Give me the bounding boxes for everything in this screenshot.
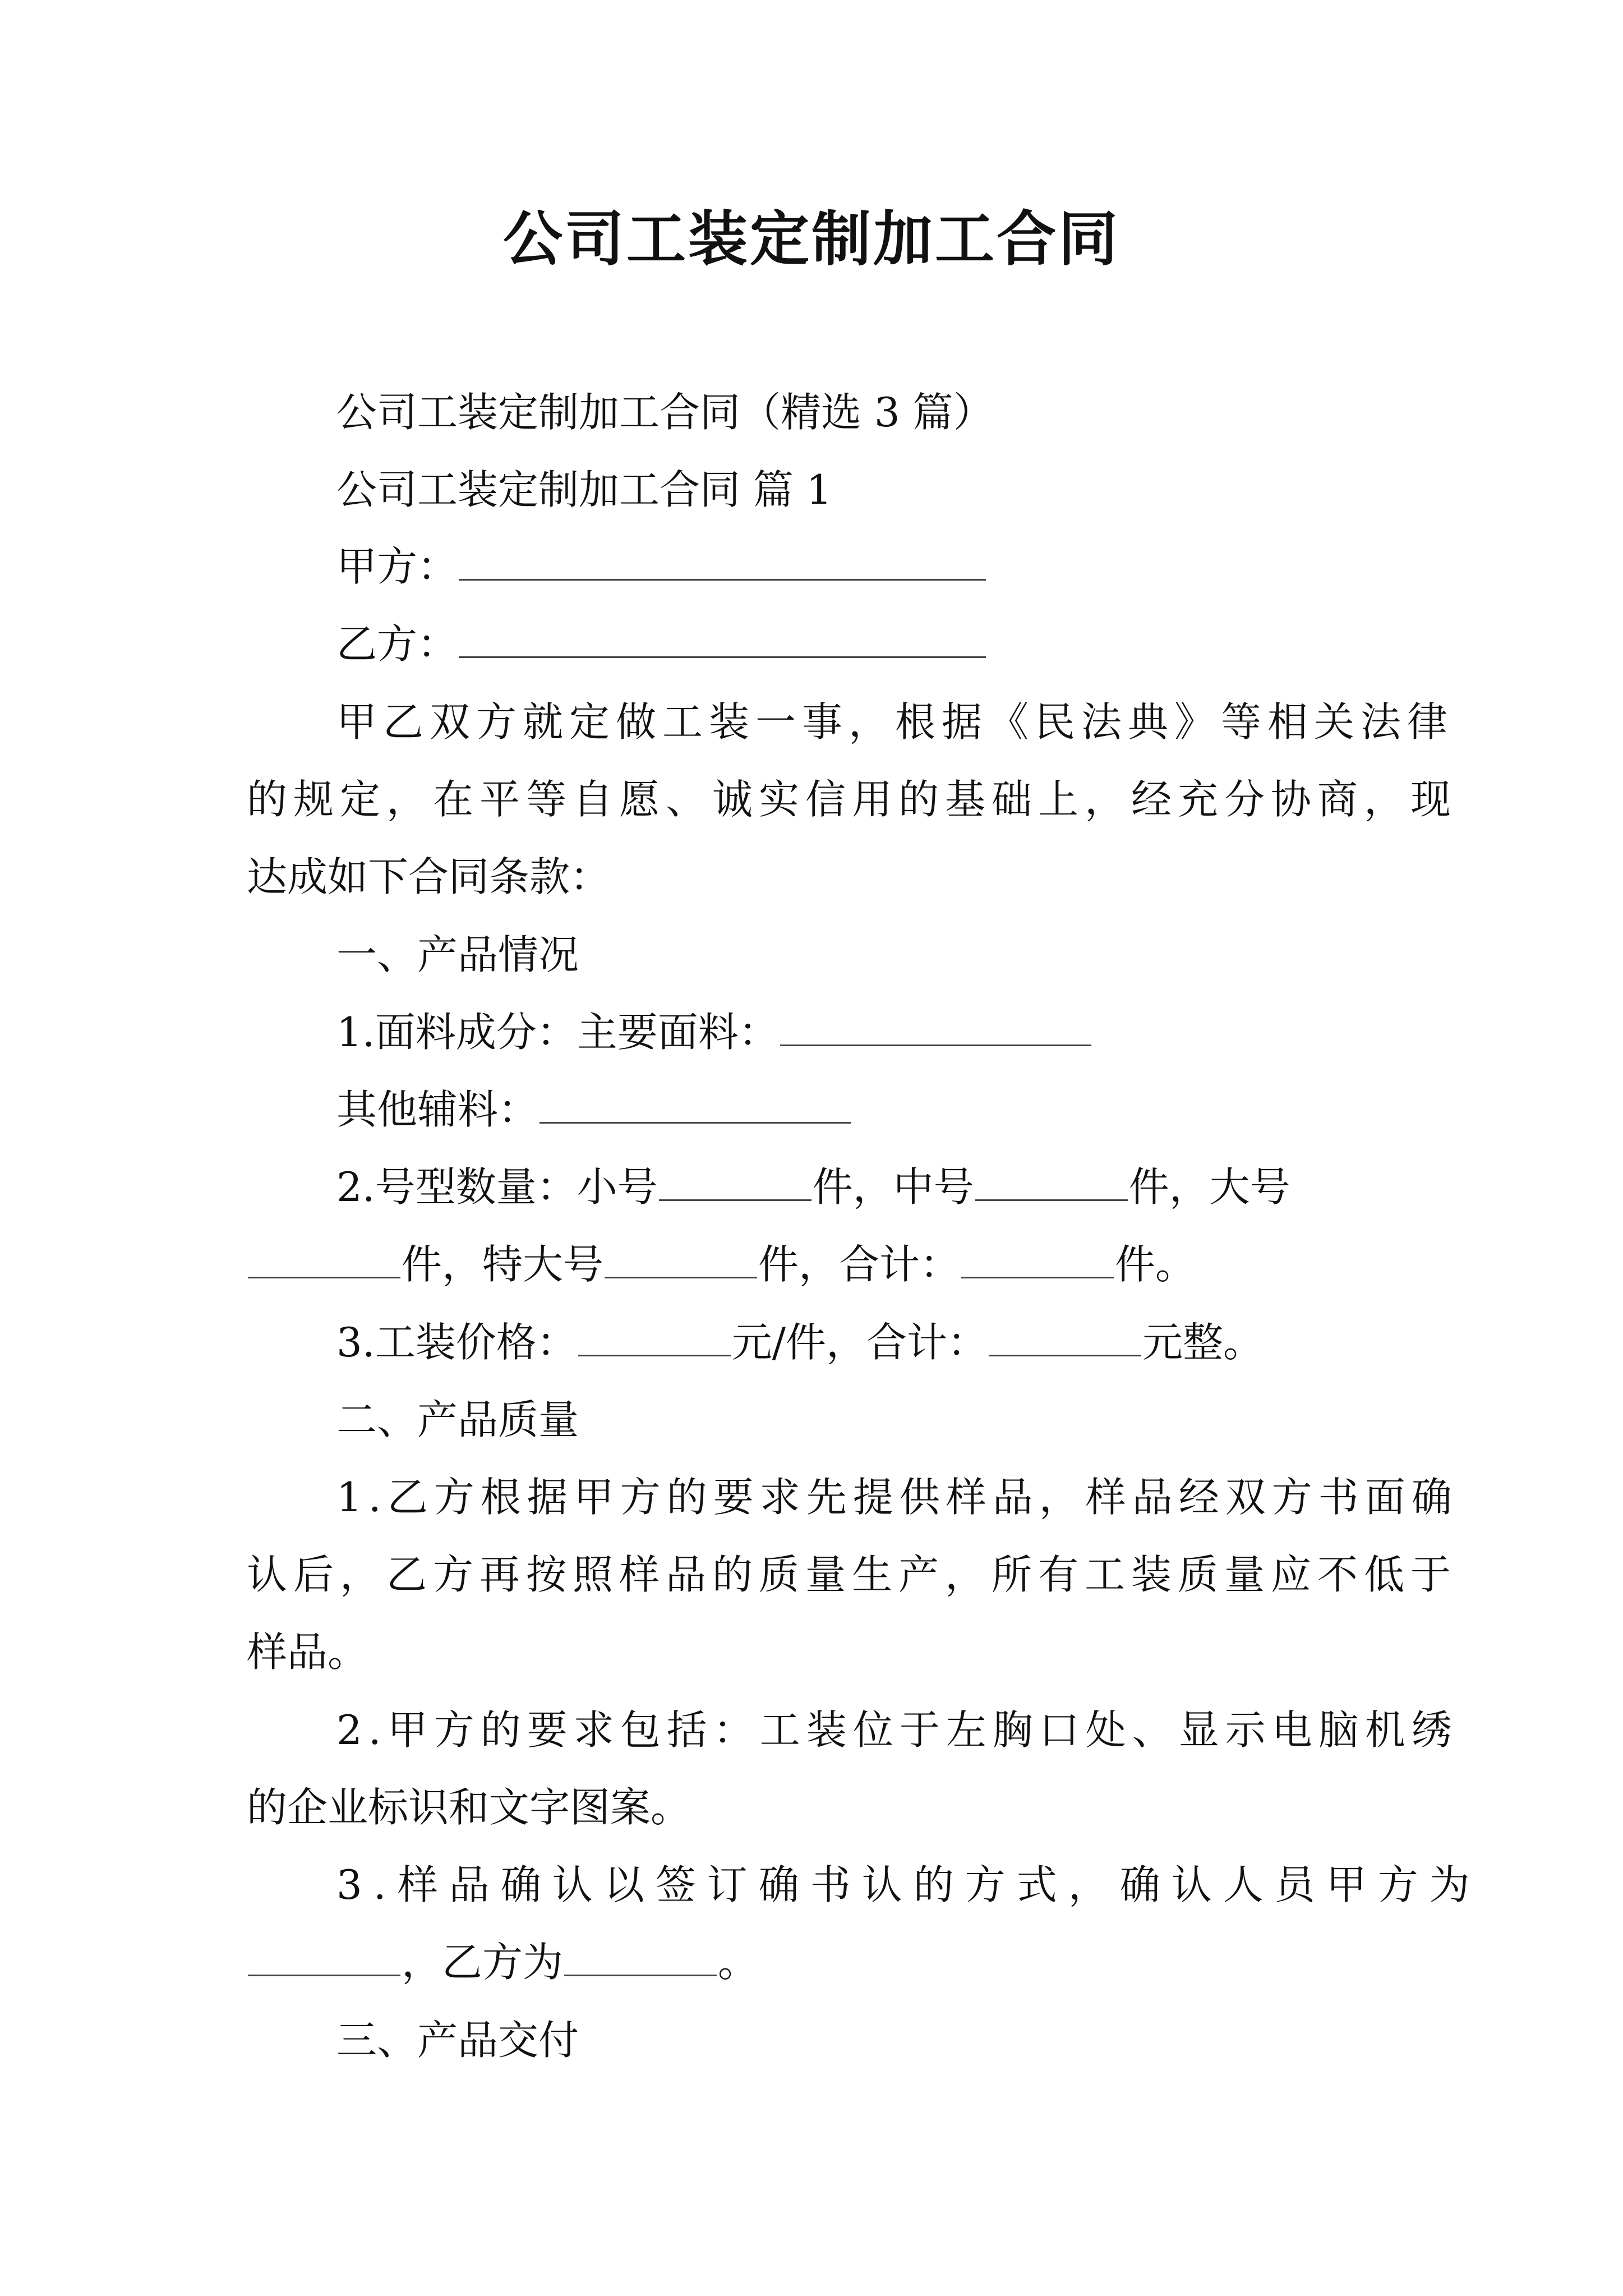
price-unit: 元整。 — [1142, 1319, 1264, 1366]
sample-confirm-line: 3.样品确认以签订确书认的方式，确认人员甲方为 — [336, 1861, 1481, 1908]
size-xl-blank — [605, 1243, 757, 1278]
subtitle-line: 公司工装定制加工合同（精选 3 篇） — [336, 389, 994, 436]
size-medium-label: 件，中号 — [812, 1163, 974, 1211]
party-a-blank — [459, 545, 986, 581]
accessory-label: 其他辅料： — [336, 1086, 539, 1133]
party-b-line — [336, 613, 1391, 675]
fabric-line — [336, 1001, 1391, 1063]
size-large-label: 件，大号 — [1128, 1163, 1290, 1211]
party-a-line — [336, 536, 1391, 597]
confirm-b-label: ，乙方为 — [402, 1939, 564, 1986]
confirm-end: 。 — [718, 1939, 759, 1986]
size-xl-label: 件，特大号 — [402, 1241, 604, 1288]
section-heading-product: 一、产品情况 — [336, 931, 579, 978]
intro-paragraph-line: 甲乙双方就定做工装一事，根据《民法典》等相关法律 — [336, 698, 1454, 746]
price-total-label: 元/件，合计： — [731, 1319, 988, 1366]
price-label: 3.工装价格： — [336, 1319, 577, 1366]
intro-paragraph-line: 的规定，在平等自愿、诚实信用的基础上，经充分协商，现 — [247, 776, 1458, 823]
quality-paragraph-line: 1.乙方根据甲方的要求先提供样品，样品经双方书面确 — [336, 1474, 1458, 1521]
size-quantity-line — [336, 1156, 1391, 1218]
size-total-unit: 件。 — [1115, 1241, 1196, 1288]
quality-paragraph-line: 认后，乙方再按照样品的质量生产，所有工装质量应不低于 — [247, 1551, 1458, 1598]
sample-confirm-line-2 — [247, 1931, 1391, 1993]
requirement-paragraph-line: 的企业标识和文字图案。 — [247, 1784, 691, 1831]
size-quantity-line-2 — [247, 1234, 1391, 1295]
price-total-blank — [989, 1320, 1141, 1356]
confirm-a-blank — [248, 1940, 400, 1976]
confirm-b-blank — [564, 1940, 717, 1976]
accessory-line — [336, 1079, 1391, 1140]
party-b-label: 乙方： — [336, 620, 458, 668]
part-heading: 公司工装定制加工合同 篇 1 — [336, 466, 832, 513]
size-medium-blank — [975, 1165, 1128, 1201]
size-total-label: 件，合计： — [758, 1241, 961, 1288]
size-small-label: 2.号型数量：小号 — [336, 1163, 658, 1211]
document-title: 公司工装定制加工合同 — [503, 205, 1120, 274]
requirement-paragraph-line: 2.甲方的要求包括：工装位于左胸口处、显示电脑机绣 — [336, 1706, 1458, 1754]
size-small-blank — [659, 1165, 811, 1201]
unit-price-blank — [578, 1320, 731, 1356]
section-heading-quality: 二、产品质量 — [336, 1396, 579, 1443]
intro-paragraph-line: 达成如下合同条款： — [247, 853, 611, 900]
fabric-main-label: 1.面料成分：主要面料： — [336, 1009, 779, 1056]
party-b-blank — [459, 622, 986, 658]
size-large-blank — [248, 1243, 400, 1278]
section-heading-delivery: 三、产品交付 — [336, 2017, 579, 2064]
accessory-blank — [540, 1088, 851, 1124]
quality-paragraph-line: 样品。 — [247, 1628, 368, 1676]
fabric-main-blank — [780, 1010, 1091, 1046]
party-a-label: 甲方： — [336, 543, 458, 590]
size-total-blank — [961, 1243, 1114, 1278]
price-line — [336, 1312, 1391, 1373]
